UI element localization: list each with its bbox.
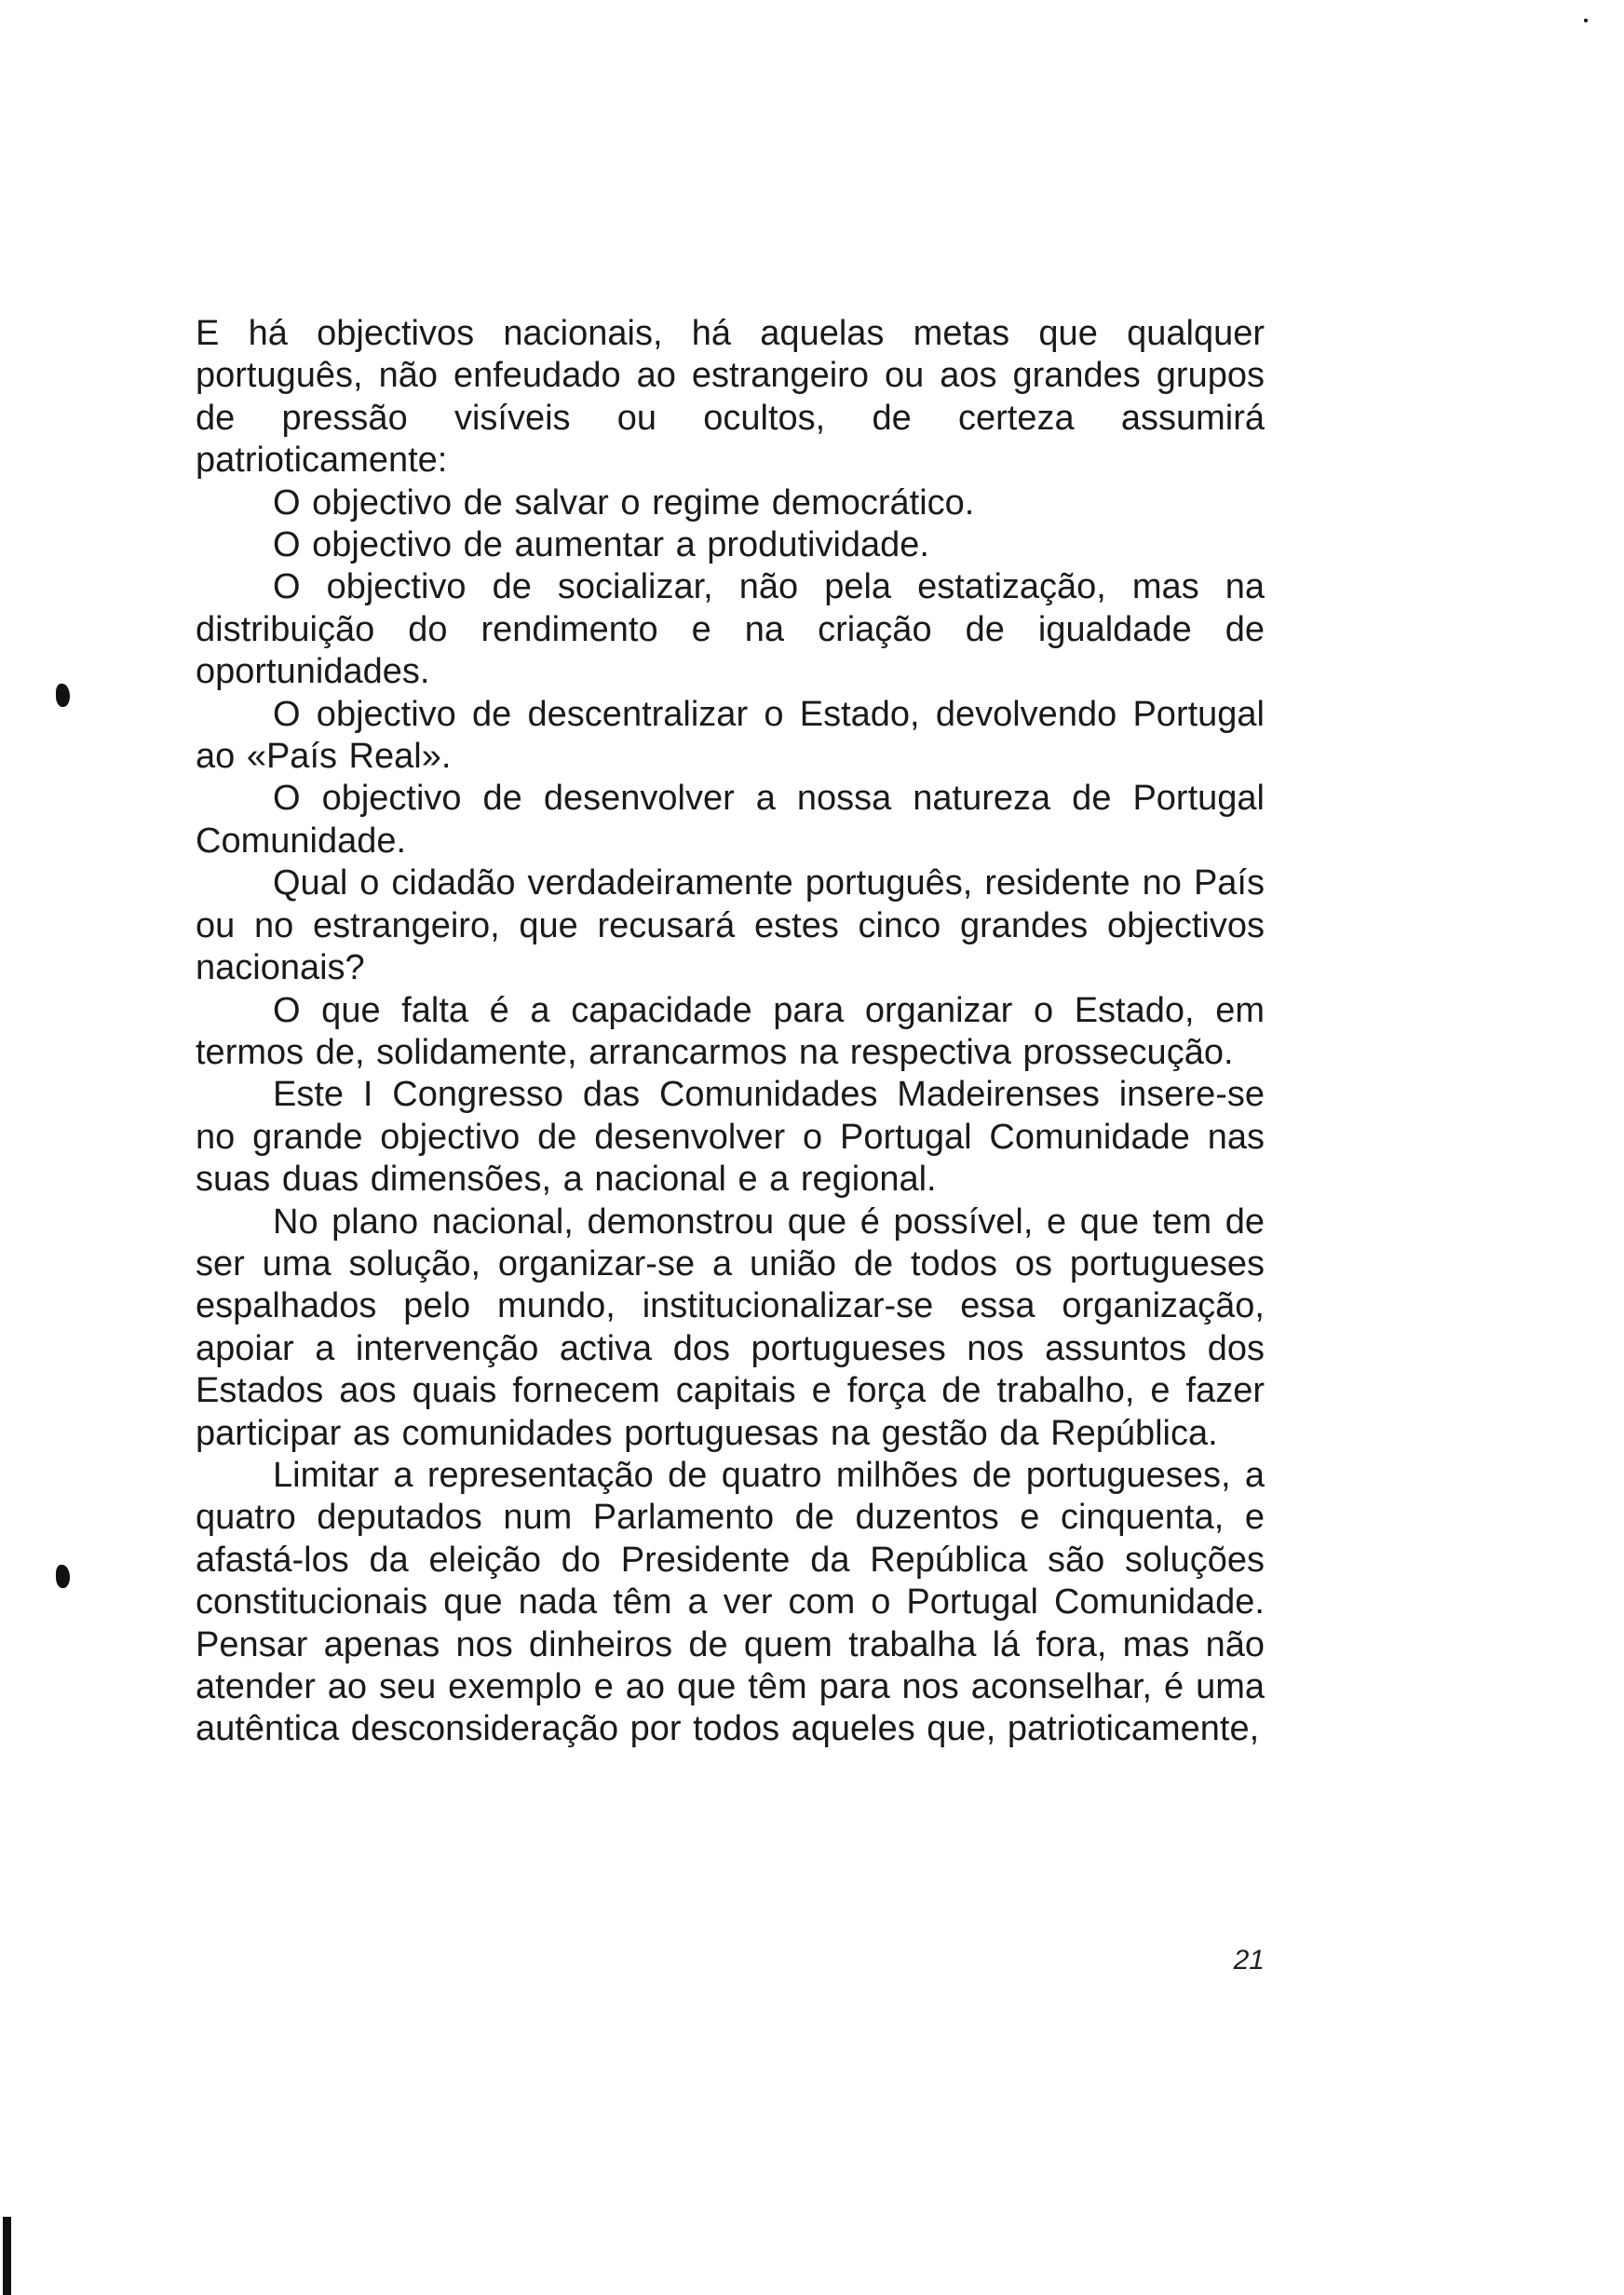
paragraph: O objectivo de socializar, não pela estatização, mas na distribuição do rendimento e na criação de igualdade de oportunidades.: [196, 567, 1265, 692]
paragraph: Este I Congresso das Comunidades Madeirenses insere-se no grande objectivo de desenvolver o Portugal Comunidade nas suas duas dimensões, a nacional e a regional.: [196, 1075, 1265, 1200]
page-number: 21: [1233, 1945, 1265, 1976]
paragraph: No plano nacional, demonstrou que é possível, e que tem de ser uma solução, organizar-se a união de todos os portugueses espalhados pelo mundo, institucionalizar-se essa organização, apoiar a intervenção activa dos portugueses nos assuntos dos Estados aos quais fornecem capitais e força de trabalho, e fazer participar as comunidades portuguesas na gestão da República.: [196, 1202, 1265, 1453]
paragraph: E há objectivos nacionais, há aquelas metas que qualquer português, não enfeudado ao estrangeiro ou aos grandes grupos de pressão visíveis ou ocultos, de certeza assumirá patrioticamente:: [196, 314, 1265, 481]
paragraph: O objectivo de aumentar a produtividade.: [273, 525, 929, 565]
paragraph: O objectivo de salvar o regime democrático.: [273, 482, 975, 523]
scan-edge-mark: [3, 2217, 11, 2295]
scan-dot-mark: [1584, 19, 1588, 22]
paragraph: Qual o cidadão verdadeiramente português, residente no País ou no estrangeiro, que recusará estes cinco grandes objectivos nacionais?: [196, 863, 1265, 988]
paragraph: O objectivo de desenvolver a nossa natureza de Portugal Comunidade.: [196, 779, 1265, 861]
paragraph: Limitar a representação de quatro milhões de portugueses, a quatro deputados num Parlamento de duzentos e cinquenta, e afastá-los da eleição do Presidente da República são soluções constitucionais que nada têm a ver com o Portugal Comunidade. Pensar apenas nos dinheiros de quem trabalha lá fora, mas não atender ao seu exemplo e ao que têm para nos aconselhar, é uma autêntica desconsideração por todos aqueles que, patrioticamente,: [196, 1455, 1265, 1749]
paragraph: O objectivo de descentralizar o Estado, devolvendo Portugal ao «País Real».: [196, 694, 1265, 777]
paragraph: O que falta é a capacidade para organizar o Estado, em termos de, solidamente, arrancarmos na respectiva prossecução.: [196, 990, 1265, 1072]
scan-speck-mark: [56, 684, 70, 707]
body-text: [196, 313, 1265, 1751]
scan-speck-mark: [56, 1565, 70, 1588]
